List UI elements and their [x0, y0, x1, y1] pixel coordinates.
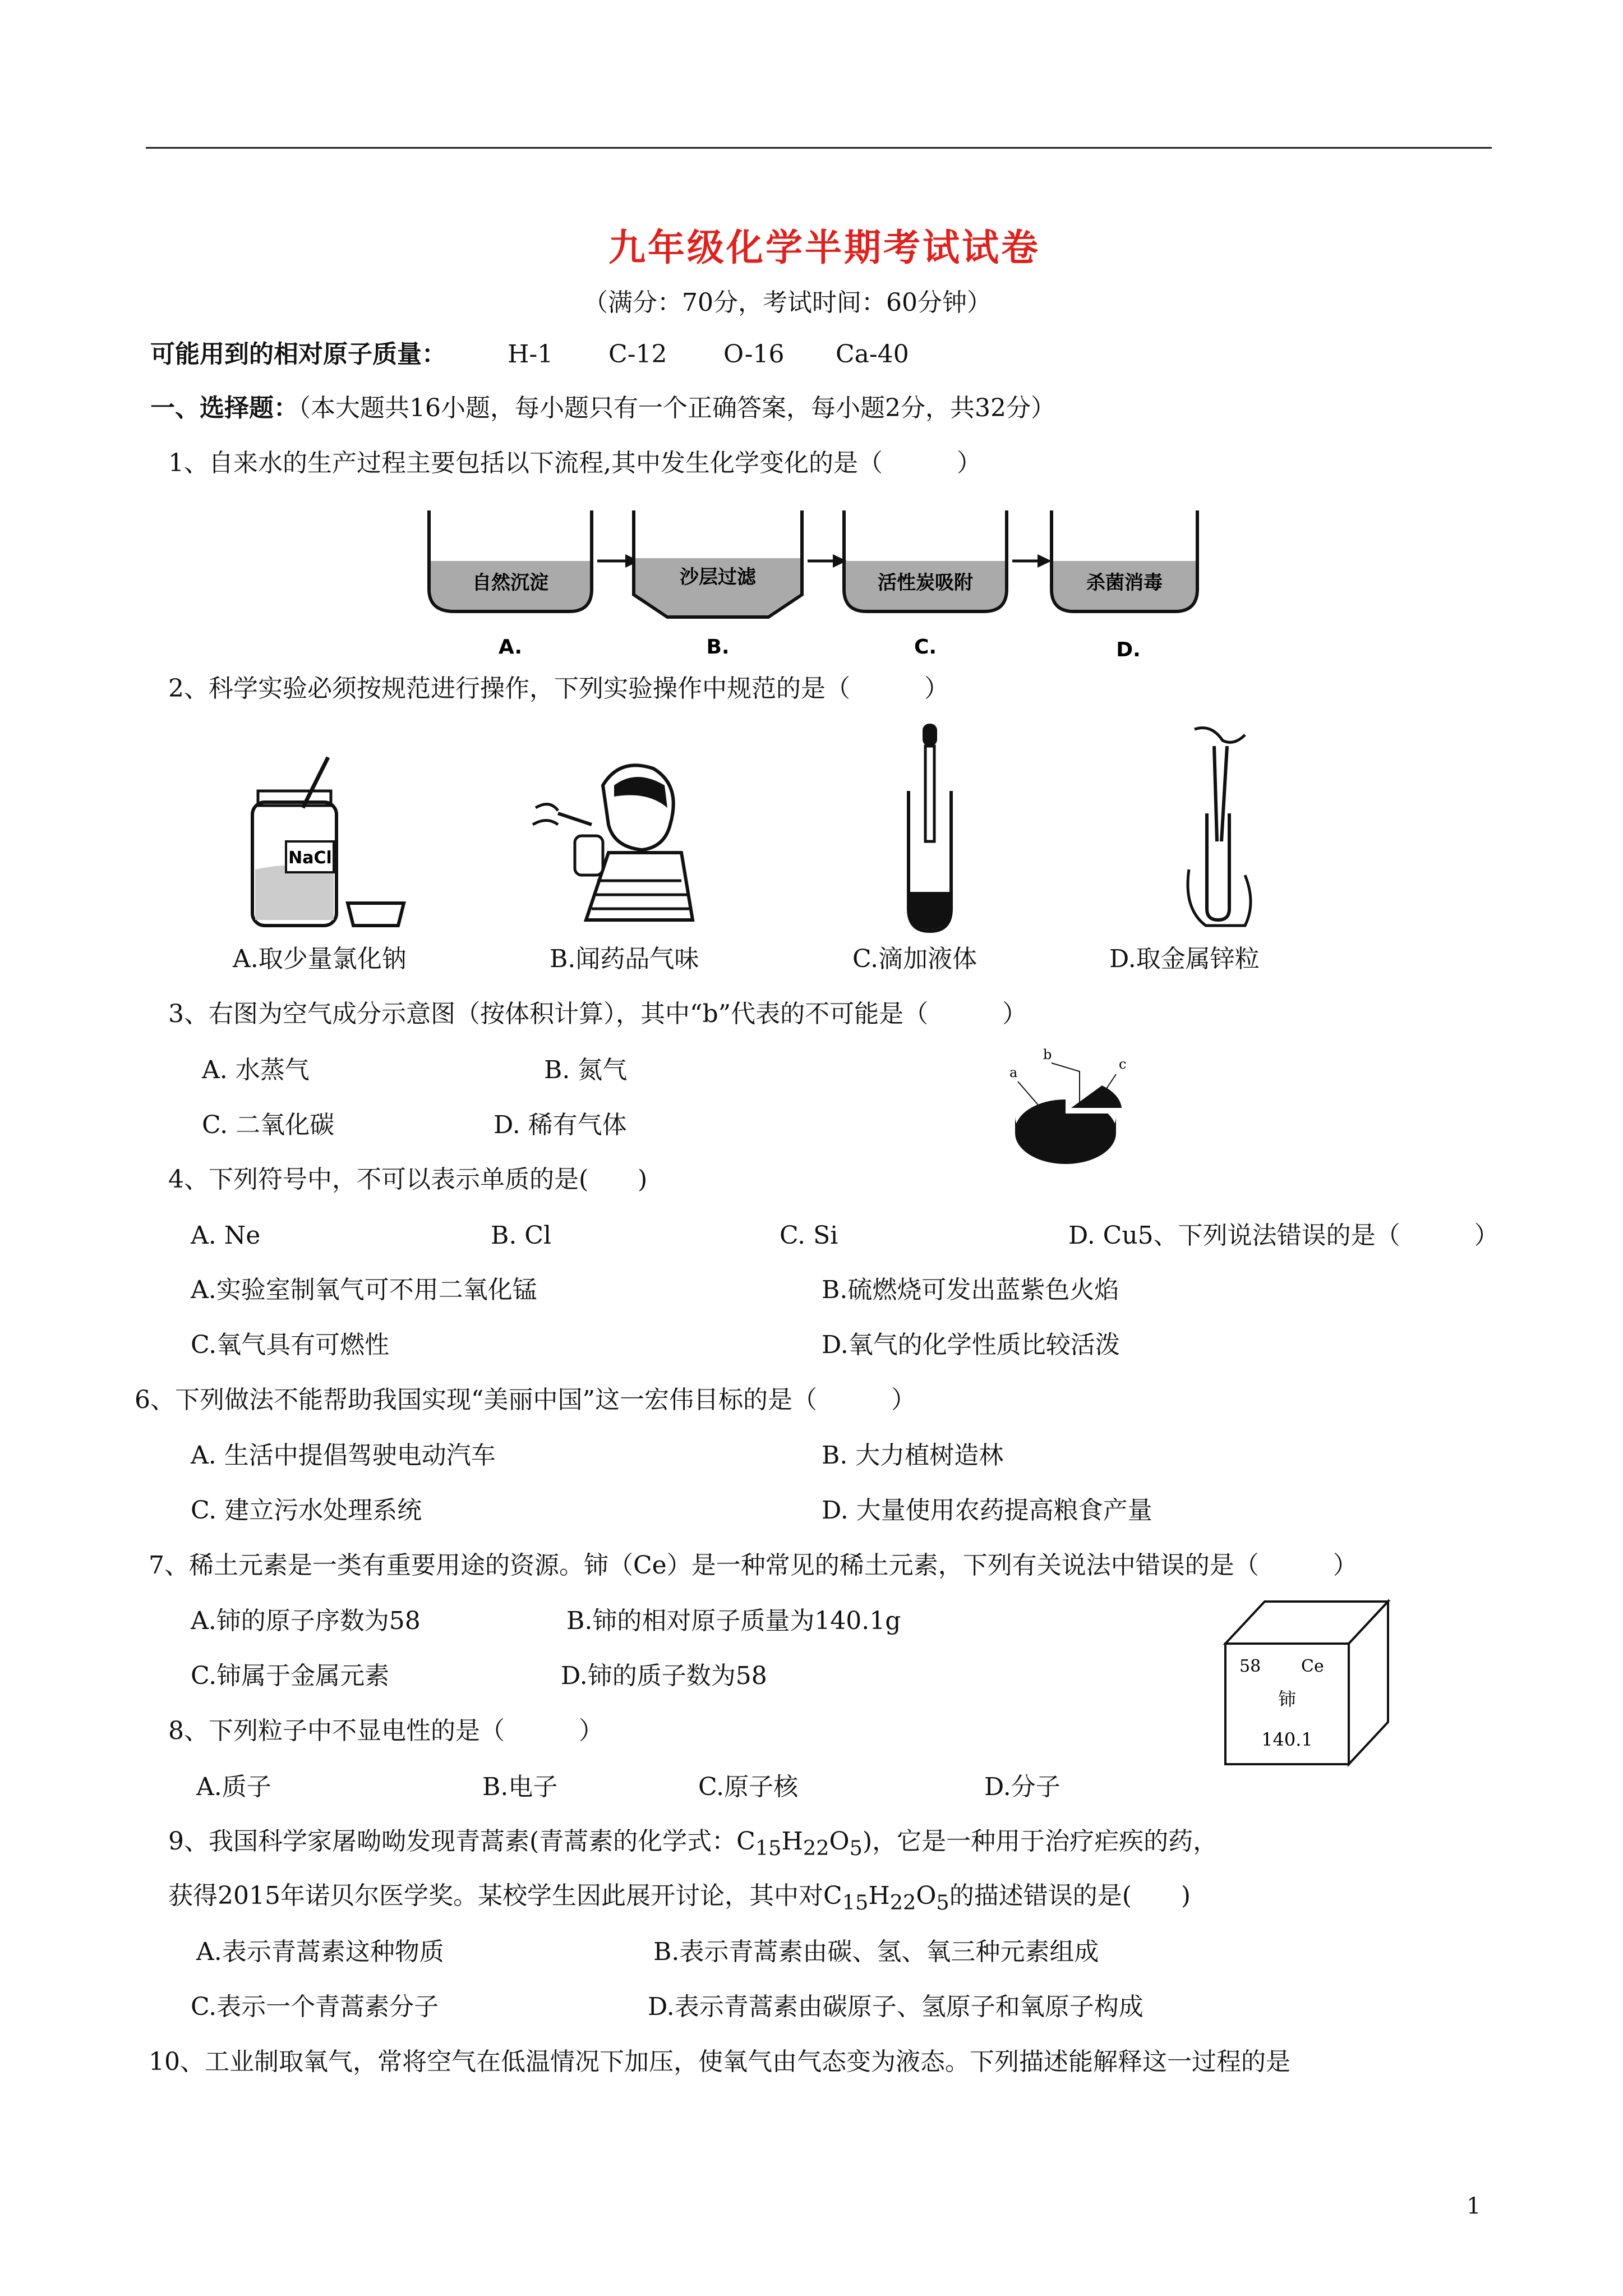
- pie-label-c: c: [1119, 1056, 1127, 1072]
- zinc-tweezers-illustration: [1161, 724, 1273, 937]
- atomic-mass-c: C-12: [608, 340, 667, 369]
- q9-option-a: A.表示青蒿素这种物质: [196, 1938, 444, 1966]
- page-title: 九年级化学半期考试试卷: [608, 226, 1040, 269]
- q3-option-a: A. 水蒸气: [202, 1056, 310, 1084]
- q6-option-c: C. 建立污水处理系统: [191, 1496, 422, 1525]
- q6-option-a: A. 生活中提倡驾驶电动汽车: [191, 1441, 496, 1470]
- q9-stem-post: )，它是一种用于治疗疟疾的药，: [862, 1827, 1218, 1856]
- nacl-label: NaCl: [288, 848, 332, 868]
- q2-option-b: B.闻药品气味: [550, 945, 699, 973]
- cerium-element-card: [1223, 1599, 1391, 1767]
- q8-option-c: C.原子核: [698, 1773, 799, 1801]
- q9-option-d: D.表示青蒿素由碳原子、氢原子和氧原子构成: [648, 1993, 1144, 2021]
- section-heading-title: 一、选择题：: [150, 394, 298, 422]
- tank-d: [1052, 510, 1197, 611]
- q8-option-b: B.电子: [482, 1773, 558, 1801]
- header-rule: [146, 147, 1492, 149]
- q2-option-d: D.取金属锌粒: [1109, 945, 1260, 973]
- q10-stem: 10、工业制取氧气，常将空气在低温情况下加压，使氧气由气态变为液态。下列描述能解释这一过程的是: [149, 2047, 1290, 2076]
- q7-stem: 7、稀土元素是一类有重要用途的资源。铈（Ce）是一种常见的稀土元素，下列有关说法中错误的是（ ）: [149, 1551, 1358, 1580]
- dropper-illustration: [897, 724, 965, 937]
- q4-stem: 4、下列符号中，不可以表示单质的是( ): [168, 1165, 648, 1194]
- q7-option-d: D.铈的质子数为58: [561, 1662, 767, 1690]
- q9-line2-pre: 获得2015年诺贝尔医学奖。某校学生因此展开讨论，其中对: [168, 1881, 823, 1910]
- f1-c: C: [736, 1827, 755, 1856]
- section-heading-note: （本大题共16小题，每小题只有一个正确答案，每小题2分，共32分）: [298, 394, 1055, 422]
- q9-option-b: B.表示青蒿素由碳、氢、氧三种元素组成: [653, 1938, 1099, 1966]
- f1-o-sub: 5: [849, 1835, 863, 1860]
- air-pie-chart: [1004, 1043, 1150, 1172]
- smelling-illustration: [524, 752, 709, 931]
- tank-b: [634, 510, 802, 617]
- q2-option-a: A.取少量氯化钠: [233, 945, 407, 973]
- f2-h: H: [868, 1881, 890, 1910]
- q8-stem: 8、下列粒子中不显电性的是（ ）: [168, 1717, 603, 1745]
- pie-label-b: b: [1043, 1047, 1052, 1062]
- atomic-mass-ca: Ca-40: [836, 340, 909, 369]
- q3-option-b: B. 氮气: [544, 1056, 628, 1084]
- arrow-2: [808, 554, 847, 568]
- nacl-jar-illustration: [236, 752, 426, 931]
- q4-option-d: D. Cu5、下列说法错误的是（ ）: [1068, 1221, 1499, 1250]
- q6-stem: 6、下列做法不能帮助我国实现“美丽中国”这一宏伟目标的是（ ）: [135, 1386, 916, 1414]
- f2-o: O: [916, 1881, 937, 1910]
- element-number: 58: [1239, 1657, 1261, 1676]
- q2-option-c: C.滴加液体: [852, 945, 978, 973]
- q5-option-d: D.氧气的化学性质比较活泼: [822, 1331, 1120, 1359]
- q1-option-c: C.: [914, 636, 937, 659]
- formula-1: [736, 1827, 863, 1860]
- q7-option-a: A.铈的原子序数为58: [191, 1607, 421, 1635]
- f2-o-sub: 5: [936, 1890, 949, 1915]
- q4-option-c: C. Si: [780, 1221, 838, 1250]
- q4-option-b: B. Cl: [491, 1221, 552, 1250]
- arrow-3: [1012, 554, 1052, 568]
- q3-stem: 3、右图为空气成分示意图（按体积计算），其中“b”代表的不可能是（ ）: [168, 1000, 1027, 1028]
- f1-o: O: [829, 1827, 850, 1856]
- atomic-mass-h: H-1: [508, 340, 554, 369]
- f2-c: C: [823, 1881, 842, 1910]
- tank-a-label: 自然沉淀: [472, 572, 548, 594]
- q9-stem-pre: 9、我国科学家屠呦呦发现青蒿素(青蒿素的化学式：: [168, 1827, 737, 1856]
- element-symbol: Ce: [1301, 1657, 1324, 1676]
- f2-h-sub: 22: [889, 1890, 916, 1915]
- atomic-mass-label: 可能用到的相对原子质量：: [150, 340, 446, 369]
- tank-c: [844, 510, 1007, 611]
- q1-option-b: B.: [706, 636, 730, 659]
- tank-c-label: 活性炭吸附: [878, 572, 973, 594]
- q9-stem-line1: [168, 1826, 1218, 1864]
- q3-option-c: C. 二氧化碳: [202, 1111, 335, 1139]
- q5-option-c: C.氧气具有可燃性: [191, 1331, 390, 1359]
- tank-b-label: 沙层过滤: [680, 566, 756, 588]
- q7-option-c: C.铈属于金属元素: [191, 1662, 390, 1690]
- section-heading: [150, 393, 1055, 424]
- water-treatment-diagram: [421, 505, 1206, 662]
- atomic-mass-o: O-16: [723, 340, 785, 369]
- f1-c-sub: 15: [755, 1835, 782, 1860]
- q5-option-a: A.实验室制氧气可不用二氧化锰: [191, 1276, 537, 1304]
- f1-h: H: [781, 1827, 803, 1856]
- tank-a: [429, 510, 592, 611]
- q9-stem-line2: [168, 1880, 1191, 1918]
- f2-c-sub: 15: [842, 1890, 869, 1915]
- tank-d-label: 杀菌消毒: [1086, 572, 1163, 594]
- q8-option-d: D.分子: [984, 1773, 1061, 1801]
- q9-line2-post: 的描述错误的是( ): [949, 1881, 1191, 1910]
- q6-option-b: B. 大力植树造林: [822, 1441, 1004, 1470]
- q1-stem: 1、自来水的生产过程主要包括以下流程,其中发生化学变化的是（ ）: [168, 449, 981, 477]
- q6-option-d: D. 大量使用农药提高粮食产量: [822, 1496, 1152, 1525]
- subtitle: （满分：70分，考试时间：60分钟）: [583, 288, 992, 317]
- q1-option-a: A.: [498, 636, 523, 659]
- pie-label-a: a: [1009, 1065, 1018, 1080]
- page-number: 1: [1467, 2193, 1481, 2219]
- q3-option-d: D. 稀有气体: [494, 1111, 627, 1139]
- q5-option-b: B.硫燃烧可发出蓝紫色火焰: [822, 1276, 1119, 1304]
- q4-option-a: A. Ne: [191, 1221, 261, 1250]
- f1-h-sub: 22: [803, 1835, 829, 1860]
- q1-option-d: D.: [1116, 638, 1141, 661]
- q7-option-b: B.铈的相对原子质量为140.1g: [566, 1607, 901, 1635]
- element-mass: 140.1: [1261, 1729, 1313, 1750]
- formula-2: [823, 1881, 949, 1915]
- q2-stem: 2、科学实验必须按规范进行操作，下列实验操作中规范的是（ ）: [168, 674, 949, 703]
- q8-option-a: A.质子: [196, 1773, 271, 1801]
- q9-option-c: C.表示一个青蒿素分子: [191, 1993, 439, 2021]
- element-name: 铈: [1278, 1688, 1297, 1710]
